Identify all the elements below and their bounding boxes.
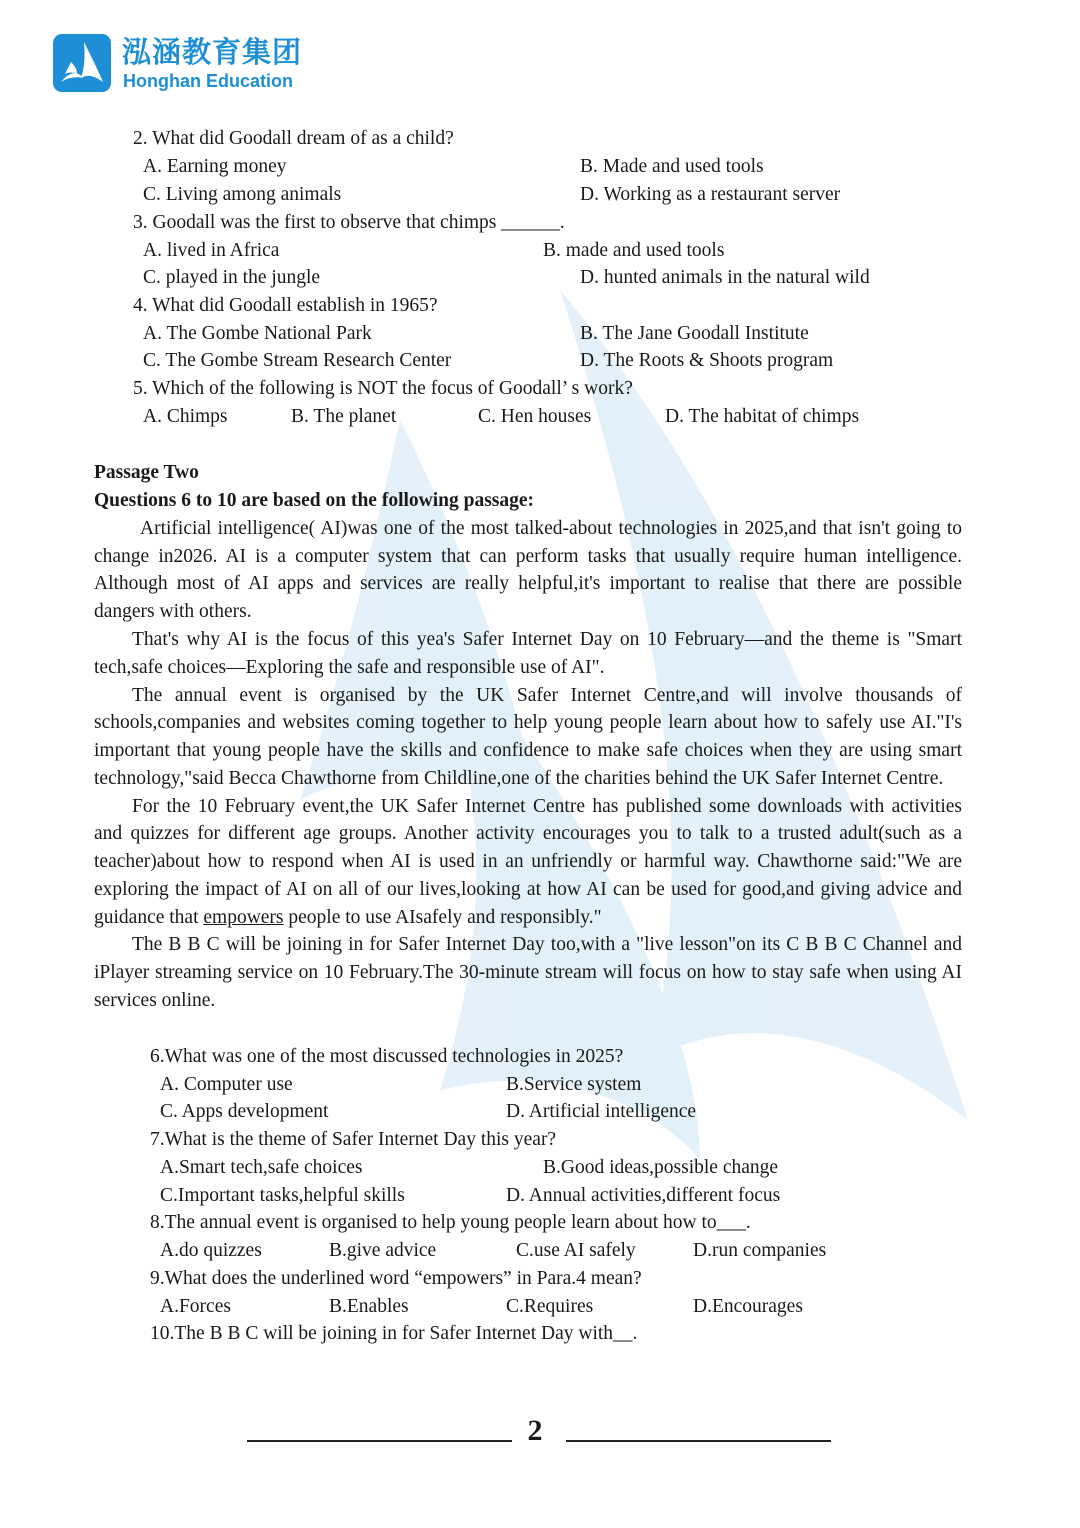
question-8-option-b: B.give advice — [329, 1240, 437, 1261]
question-9-option-c: C.Requires — [506, 1296, 594, 1317]
question-7-stem: 7.What is the theme of Safer Internet Day this year? — [150, 1129, 557, 1150]
paragraph-line: dangers with others. — [94, 601, 252, 622]
question-2-option-b: B. Made and used tools — [580, 156, 764, 177]
page-number: 2 — [527, 1414, 543, 1447]
paragraph-line: important that young people have the skills and confidence to make safe choices when they are using smart — [94, 740, 962, 761]
sail-logo-icon — [53, 34, 111, 92]
question-10-stem: 10.The B B C will be joining in for Safer Internet Day with__. — [150, 1323, 638, 1344]
paragraph-line: exploring the impact of AI on all of our lives,looking at how AI can be used for good,and giving advice and — [94, 879, 962, 900]
question-9-option-d: D.Encourages — [693, 1296, 803, 1317]
question-4-option-d: D. The Roots & Shoots program — [580, 350, 834, 371]
paragraph-line — [94, 906, 962, 930]
question-2-option-d: D. Working as a restaurant server — [580, 184, 841, 205]
paragraph-line: teacher)about how to respond when AI is used in an unfriendly or harmful way. Chawthorne said:"We are — [94, 851, 962, 872]
text-segment: guidance that — [94, 907, 204, 928]
paragraph-line: For the 10 February event,the UK Safer Internet Centre has published some downloads with activities — [132, 796, 962, 817]
paragraph-line: iPlayer streaming service on 10 February.The 30-minute stream will focus on how to stay safe when using AI — [94, 962, 962, 983]
question-8-stem: 8.The annual event is organised to help young people learn about how to___. — [150, 1212, 751, 1233]
question-7-option-a: A.Smart tech,safe choices — [160, 1157, 363, 1178]
question-9-option-a: A.Forces — [160, 1296, 231, 1317]
question-5-option-d: D. The habitat of chimps — [665, 406, 860, 427]
question-8-option-d: D.run companies — [693, 1240, 827, 1261]
question-6-option-c: C. Apps development — [160, 1101, 329, 1122]
paragraph-line: services online. — [94, 990, 216, 1011]
paragraph-line: Although most of AI apps and services are really helpful,it's important to realise that there are possible — [94, 573, 962, 594]
question-3-option-a: A. lived in Africa — [143, 240, 280, 261]
question-4-option-b: B. The Jane Goodall Institute — [580, 323, 809, 344]
passage-heading: Passage Two — [94, 462, 199, 483]
underlined-word: empowers — [203, 907, 284, 928]
question-5-option-b: B. The planet — [291, 406, 397, 427]
question-7-option-b: B.Good ideas,possible change — [543, 1157, 779, 1178]
question-6-stem: 6.What was one of the most discussed technologies in 2025? — [150, 1046, 624, 1067]
question-5-stem: 5. Which of the following is NOT the focus of Goodall’ s work? — [133, 378, 633, 399]
brand-name-english: Honghan Education — [123, 71, 293, 91]
footer-rule-left — [247, 1440, 512, 1442]
question-3-option-b: B. made and used tools — [543, 240, 725, 261]
question-9-option-b: B.Enables — [329, 1296, 409, 1317]
question-2-option-a: A. Earning money — [143, 156, 287, 177]
footer-rule-right — [566, 1440, 831, 1442]
question-3-option-c: C. played in the jungle — [143, 267, 321, 288]
paragraph-line: Artificial intelligence( AI)was one of the most talked-about technologies in 2025,and that isn't going to — [140, 518, 962, 539]
brand-name-chinese: 泓涵教育集团 — [122, 35, 303, 69]
paragraph-line: The annual event is organised by the UK Safer Internet Centre,and will involve thousands of — [132, 685, 962, 706]
question-2-option-c: C. Living among animals — [143, 184, 342, 205]
passage-instruction: Questions 6 to 10 are based on the following passage: — [94, 490, 535, 511]
paragraph-line: technology,"said Becca Chawthorne from Childline,one of the charities behind the UK Safer Internet Centre. — [94, 768, 944, 789]
paragraph-line: and quizzes for different age groups. Another activity encourages you to talk to a trusted adult(such as a — [94, 823, 962, 844]
paragraph-line: The B B C will be joining in for Safer Internet Day too,with a "live lesson"on its C B B C Channel and — [132, 934, 962, 955]
paragraph-line: tech,safe choices—Exploring the safe and responsible use of AI". — [94, 657, 605, 678]
question-5-option-a: A. Chimps — [143, 406, 228, 427]
text-segment: people to use AIsafely and responsibly." — [283, 907, 602, 928]
question-8-option-c: C.use AI safely — [516, 1240, 636, 1261]
question-7-option-d: D. Annual activities,different focus — [506, 1185, 781, 1206]
paragraph-line: schools,companies and websites coming together to help young people learn about how to safely use AI."I's — [94, 712, 962, 733]
question-4-option-a: A. The Gombe National Park — [143, 323, 372, 344]
question-7-option-c: C.Important tasks,helpful skills — [160, 1185, 405, 1206]
question-4-stem: 4. What did Goodall establish in 1965? — [133, 295, 438, 316]
question-3-stem: 3. Goodall was the first to observe that chimps ______. — [133, 212, 565, 233]
paragraph-line: That's why AI is the focus of this yea's Safer Internet Day on 10 February—and the theme is "Smart — [132, 629, 962, 650]
question-4-option-c: C. The Gombe Stream Research Center — [143, 350, 452, 371]
question-6-option-a: A. Computer use — [160, 1074, 293, 1095]
question-6-option-b: B.Service system — [506, 1074, 642, 1095]
question-6-option-d: D. Artificial intelligence — [506, 1101, 697, 1122]
question-5-option-c: C. Hen houses — [478, 406, 592, 427]
question-8-option-a: A.do quizzes — [160, 1240, 262, 1261]
question-2-stem: 2. What did Goodall dream of as a child? — [133, 128, 454, 149]
question-3-option-d: D. hunted animals in the natural wild — [580, 267, 870, 288]
question-9-stem: 9.What does the underlined word “empowers” in Para.4 mean? — [150, 1268, 642, 1289]
paragraph-line: change in2026. AI is a computer system that can perform tasks that usually require human intelligence. — [94, 546, 962, 567]
